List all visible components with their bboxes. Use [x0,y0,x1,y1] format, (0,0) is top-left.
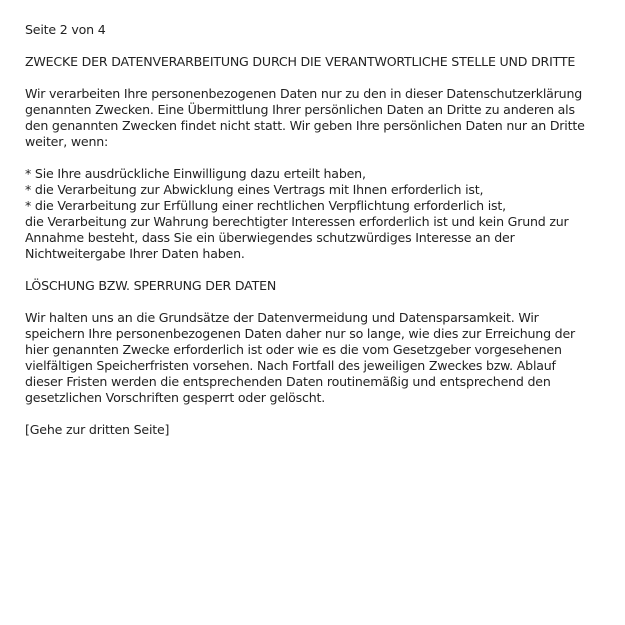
list-item: * Sie Ihre ausdrückliche Einwilligung dazu erteilt haben, [25,166,366,181]
spacer [25,406,605,422]
paragraph-line: genannten Zwecken. Eine Übermittlung Ihrer persönlichen Daten an Dritte zu anderen als [25,102,575,117]
spacer [25,38,605,54]
paragraph-line: Wir halten uns an die Grundsätze der Datenvermeidung und Datensparsamkeit. Wir [25,310,539,325]
paragraph-line: Wir verarbeiten Ihre personenbezogenen Daten nur zu den in dieser Datenschutzerklärung [25,86,583,101]
page-indicator: Seite 2 von 4 [25,22,106,37]
deletion-paragraph [25,310,605,406]
paragraph-line: gesetzlichen Vorschriften gesperrt oder gelöscht. [25,390,326,405]
list-item: die Verarbeitung zur Wahrung berechtigter Interessen erforderlich ist und kein Grund zur [25,214,569,229]
document-page [25,22,605,438]
purposes-paragraph [25,86,605,150]
spacer [25,262,605,278]
section-heading-deletion: LÖSCHUNG BZW. SPERRUNG DER DATEN [25,278,277,293]
list-item: * die Verarbeitung zur Erfüllung einer rechtlichen Verpflichtung erforderlich ist, [25,198,506,213]
paragraph-line: speichern Ihre personenbezogenen Daten daher nur so lange, wie dies zur Erreichung der [25,326,576,341]
list-item: Annahme besteht, dass Sie ein überwiegendes schutzwürdiges Interesse an der [25,230,515,245]
paragraph-line: weiter, wenn: [25,134,109,149]
paragraph-line: dieser Fristen werden die entsprechenden Daten routinemäßig und entsprechend den [25,374,551,389]
paragraph-line: den genannten Zwecken findet nicht statt. Wir geben Ihre persönlichen Daten nur an Dritte [25,118,585,133]
spacer [25,70,605,86]
section-heading-purposes: ZWECKE DER DATENVERARBEITUNG DURCH DIE VERANTWORTLICHE STELLE UND DRITTE [25,54,576,69]
conditions-list [25,166,605,262]
spacer [25,294,605,310]
spacer [25,150,605,166]
list-item: Nichtweitergabe Ihrer Daten haben. [25,246,245,261]
next-page-link[interactable]: [Gehe zur dritten Seite] [25,422,170,437]
paragraph-line: vielfältigen Speicherfristen vorsehen. Nach Fortfall des jeweiligen Zweckes bzw. Ablauf [25,358,556,373]
list-item: * die Verarbeitung zur Abwicklung eines Vertrags mit Ihnen erforderlich ist, [25,182,484,197]
paragraph-line: hier genannten Zwecke erforderlich ist oder wie es die vom Gesetzgeber vorgesehenen [25,342,562,357]
